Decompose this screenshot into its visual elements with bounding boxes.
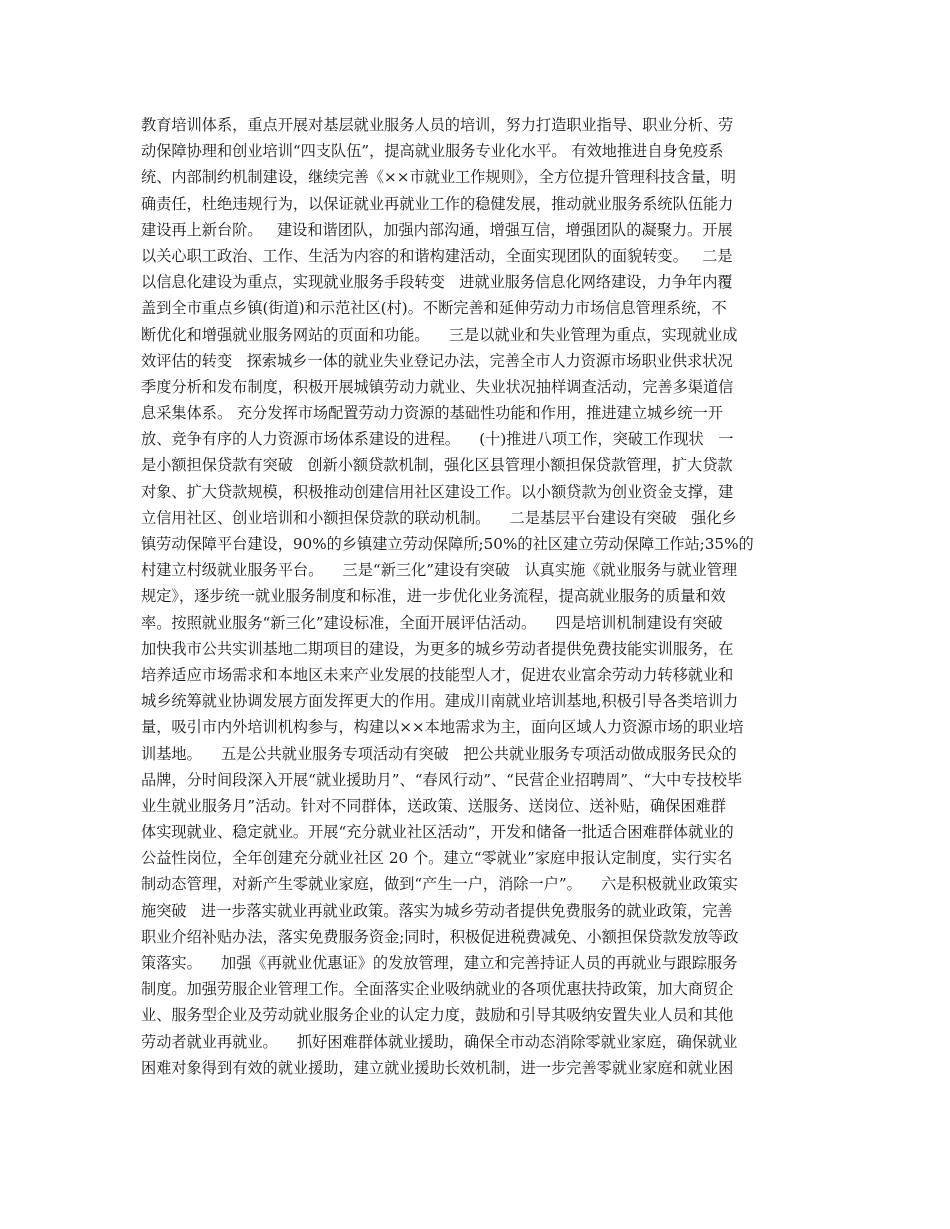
text-line: 困难对象得到有效的就业援助，建立就业援助长效机制，进一步完善零就业家庭和就业困 (141, 1058, 734, 1077)
text-line: 以关心职工政治、工作、生活为内容的和谐构建活动，全面实现团队的面貌转变。 二是 (141, 246, 733, 265)
text-line: 统、内部制约机制建设，继续完善《××市就业工作规则》，全方位提升管理科技含量，明 (141, 168, 736, 187)
text-line: 策落实。 加强《再就业优惠证》的发放管理，建立和完善持证人员的再就业与跟踪服务 (141, 954, 738, 972)
body-text (141, 112, 811, 1081)
text-line: 品牌，分时间段深入开展“就业援助月”、“春风行动”、“民营企业招聘周”、“大中专技校毕 (141, 770, 743, 789)
text-line: 加快我市公共实训基地二期项目的建设，为更多的城乡劳动者提供免费技能实训服务，在 (141, 639, 734, 658)
text-line: 体实现就业、稳定就业。开展“充分就业社区活动”，开发和储备一批适合困难群体就业的 (141, 823, 734, 842)
text-line: 制动态管理，对新产生零就业家庭，做到“产生一户，消除一户”。 六是积极就业政策实 (141, 875, 738, 894)
text-line: 动保障协理和创业培训“四支队伍”，提高就业服务专业化水平。 有效地推进自身免疫系 (141, 142, 724, 161)
text-line: 业生就业服务月”活动。针对不同群体，送政策、送服务、送岗位、送补贴，确保困难群 (141, 796, 726, 815)
text-line: 息采集体系。 充分发挥市场配置劳动力资源的基础性功能和作用，推进建立城乡统一开 (141, 404, 723, 423)
text-line: 确责任，杜绝违规行为，以保证就业再就业工作的稳健发展，推动就业服务系统队伍能力 (141, 194, 734, 213)
text-line: 是小额担保贷款有突破 创新小额贷款机制，强化区县管理小额担保贷款管理，扩大贷款 (141, 456, 733, 475)
text-line: 规定》，逐步统一就业服务制度和标准，进一步优化业务流程，提高就业服务的质量和效 (141, 587, 726, 606)
text-line: 断优化和增强就业服务网站的页面和功能。 三是以就业和失业管理为重点，实现就业成 (141, 325, 738, 344)
text-line: 建设再上新台阶。 建设和谐团队，加强内部沟通，增强互信，增强团队的凝聚力。开展 (141, 220, 733, 239)
text-line: 城乡统筹就业协调发展方面发挥更大的作用。建成川南就业培训基地,积极引导各类培训力 (141, 692, 739, 711)
text-line: 教育培训体系，重点开展对基层就业服务人员的培训，努力打造职业指导、职业分析、劳 (141, 116, 734, 134)
text-line: 训基地。 五是公共就业服务专项活动有突破 把公共就业服务专项活动做成服务民众的 (141, 744, 737, 763)
text-line: 制度。加强劳服企业管理工作。全面落实企业吸纳就业的各项优惠扶持政策，加大商贸企 (141, 980, 734, 999)
text-line: 放、竞争有序的人力资源市场体系建设的进程。 (十)推进八项工作，突破工作现状 一 (141, 430, 734, 449)
text-line: 效评估的转变 探索城乡一体的就业失业登记办法，完善全市人力资源市场职业供求状况 (141, 351, 733, 370)
text-line: 盖到全市重点乡镇(街道)和示范社区(村)。不断完善和延伸劳动力市场信息管理系统，不 (141, 299, 727, 318)
text-line: 业、服务型企业及劳动就业服务企业的认定力度，鼓励和引导其吸纳安置失业人员和其他 (141, 1006, 734, 1025)
text-line: 以信息化建设为重点，实现就业服务手段转变 进就业服务信息化网络建设，力争年内覆 (141, 273, 733, 292)
text-line: 镇劳动保障平台建设，90%的乡镇建立劳动保障所;50%的社区建立劳动保障工作站;35%的 (141, 535, 754, 553)
text-line: 公益性岗位，全年创建充分就业社区 20 个。建立“零就业”家庭申报认定制度，实行实名 (141, 849, 733, 868)
text-line: 村建立村级就业服务平台。 三是“新三化”建设有突破 认真实施《就业服务与就业管理 (141, 561, 738, 580)
text-line: 率。按照就业服务“新三化”建设标准，全面开展评估活动。 四是培训机制建设有突破 (141, 613, 723, 632)
text-line: 对象、扩大贷款规模，积极推动创建信用社区建设工作。以小额贷款为创业资金支撑，建 (141, 482, 734, 501)
text-line: 培养适应市场需求和本地区未来产业发展的技能型人才，促进农业富余劳动力转移就业和 (141, 665, 734, 684)
text-line: 职业介绍补贴办法，落实免费服务资金;同时，积极促进税费减免、小额担保贷款发放等政 (141, 927, 739, 946)
text-line: 立信用社区、创业培训和小额担保贷款的联动机制。 二是基层平台建设有突破 强化乡 (141, 508, 737, 527)
text-line: 量，吸引市内外培训机构参与，构建以××本地需求为主，面向区域人力资源市场的职业培 (141, 718, 744, 737)
text-line: 季度分析和发布制度，积极开展城镇劳动力就业、失业状况抽样调查活动，完善多渠道信 (141, 377, 734, 396)
text-line: 劳动者就业再就业。 抓好困难群体就业援助，确保全市动态消除零就业家庭，确保就业 (141, 1032, 738, 1051)
text-line: 施突破 进一步落实就业再就业政策。落实为城乡劳动者提供免费服务的就业政策，完善 (141, 901, 733, 920)
